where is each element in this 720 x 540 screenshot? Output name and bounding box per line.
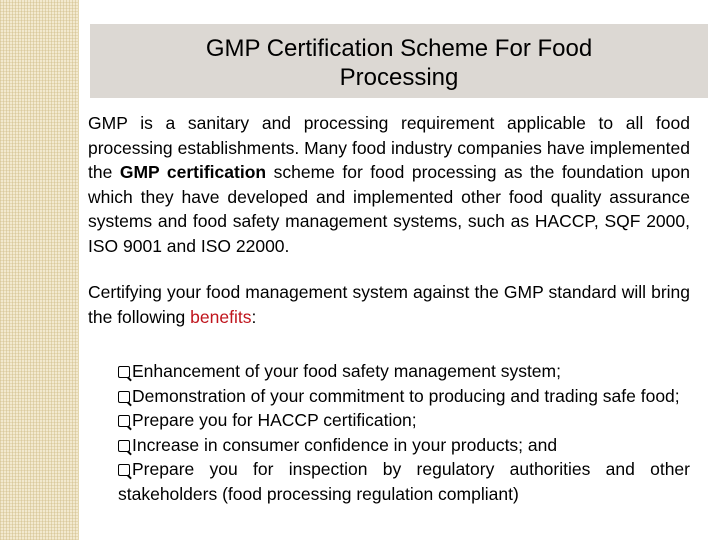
list-item — [118, 457, 690, 506]
certifying-text-after: : — [251, 306, 257, 327]
list-item — [118, 359, 690, 384]
certifying-text-before: Certifying your food management system against the GMP standard will bring the following — [88, 282, 690, 327]
benefits-list — [118, 359, 690, 506]
benefit-text: Enhancement of your food safety management system; — [132, 361, 561, 381]
benefits-highlight: benefits — [190, 306, 252, 327]
checkbox-bullet-icon — [118, 440, 130, 452]
intro-paragraph — [88, 111, 690, 258]
intro-text-before: GMP is a sanitary and processing requirement applicable to all food processing establishments. Many food industry companies have implemented the — [88, 113, 690, 182]
benefit-text: Increase in consumer confidence in your products; and — [132, 434, 558, 455]
intro-text-after: scheme for food processing as the foundation upon which they have developed and implemented other food quality assurance systems and food safety management systems, such as HACCP, SQF 2000, ISO 9001 and ISO 22000. — [88, 162, 690, 256]
checkbox-bullet-icon — [118, 366, 130, 378]
checkbox-bullet-icon — [118, 391, 130, 403]
title-line-1: GMP Certification Scheme For Food — [205, 35, 593, 62]
slide-title — [90, 24, 708, 98]
benefit-text: Demonstration of your commitment to producing and trading safe food; — [132, 385, 680, 406]
title-line-2: Processing — [339, 64, 459, 91]
slide-content — [88, 111, 690, 506]
checkbox-bullet-icon — [118, 415, 130, 427]
benefit-text: Prepare you for HACCP certification; — [132, 410, 417, 430]
certifying-paragraph — [88, 280, 690, 329]
intro-bold-text: GMP certification — [119, 162, 267, 182]
benefit-text: Prepare you for inspection by regulatory authorities and other stakeholders (food processing regulation compliant) — [118, 459, 690, 504]
list-item — [118, 433, 690, 458]
list-item — [118, 384, 690, 409]
list-item — [118, 408, 690, 433]
decorative-side-strip — [0, 0, 79, 540]
checkbox-bullet-icon — [118, 464, 130, 476]
